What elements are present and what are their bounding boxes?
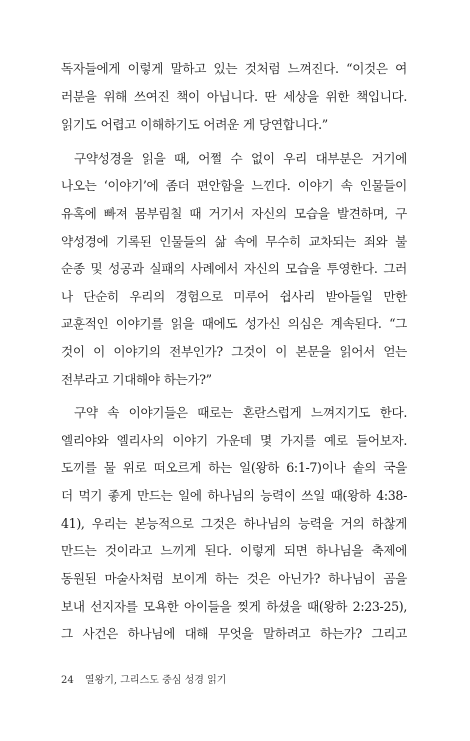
- text-line: 순종 및 성공과 실패의 사례에서 자신의 모습을 투영한다. 그러: [61, 261, 407, 276]
- text-line: 러분을 위해 쓰여진 책이 아닙니다. 딴 세상을 위한 책입니다.: [61, 89, 407, 104]
- text-line: 엘리야와 엘리사의 이야기 가운데 몇 가지를 예로 들어보자.: [61, 433, 407, 448]
- page-footer: [61, 674, 226, 688]
- text-line: 동원된 마술사처럼 보이게 하는 것은 아닌가? 하나님이 곰을: [61, 571, 407, 586]
- text-line: 유혹에 빠져 몸부림칠 때 거기서 자신의 모습을 발견하며, 구: [61, 206, 407, 221]
- text-line: 교훈적인 이야기를 읽을 때에도 성가신 의심은 계속된다. “그: [61, 316, 407, 331]
- text-line: 보내 선지자를 모욕한 아이들을 찢게 하셨을 때(왕하 2:23-25),: [61, 599, 407, 614]
- text-line: 도끼를 물 위로 떠오르게 하는 일(왕하 6:1-7)이나 솥의 국을: [61, 460, 407, 475]
- text-line: 나오는 ‘이야기’에 좀더 편안함을 느낀다. 이야기 속 인물들이: [61, 178, 407, 193]
- text-line: 나 단순히 우리의 경험으로 미루어 쉽사리 받아들일 만한: [61, 289, 407, 304]
- text-line: 것이 이 이야기의 전부인가? 그것이 이 본문을 읽어서 얻는: [61, 344, 407, 359]
- text-line: 읽기도 어렵고 이해하기도 어려운 게 당연합니다.”: [61, 117, 328, 132]
- text-line: 전부라고 기대해야 하는가?”: [61, 372, 212, 387]
- page-number: 24: [61, 675, 74, 686]
- text-line: 그 사건은 하나님에 대해 무엇을 말하려고 하는가? 그리고: [61, 626, 407, 641]
- text-line: 더 먹기 좋게 만드는 일에 하나님의 능력이 쓰일 때(왕하 4:38-: [61, 488, 407, 503]
- text-line: 구약 속 이야기들은 때로는 혼란스럽게 느껴지기도 한다.: [74, 405, 407, 420]
- text-line: 구약성경을 읽을 때, 어쩔 수 없이 우리 대부분은 거기에: [74, 151, 407, 166]
- text-line: 41), 우리는 본능적으로 그것은 하나님의 능력을 거의 하찮게: [61, 516, 407, 531]
- text-line: 독자들에게 이렇게 말하고 있는 것처럼 느껴진다. “이것은 여: [61, 61, 407, 76]
- text-line: 약성경에 기록된 인물들의 삶 속에 무수히 교차되는 죄와 불: [61, 234, 407, 249]
- running-title: 열왕기, 그리스도 중심 성경 읽기: [84, 675, 227, 686]
- text-line: 만드는 것이라고 느끼게 된다. 이렇게 되면 하나님을 축제에: [61, 543, 407, 558]
